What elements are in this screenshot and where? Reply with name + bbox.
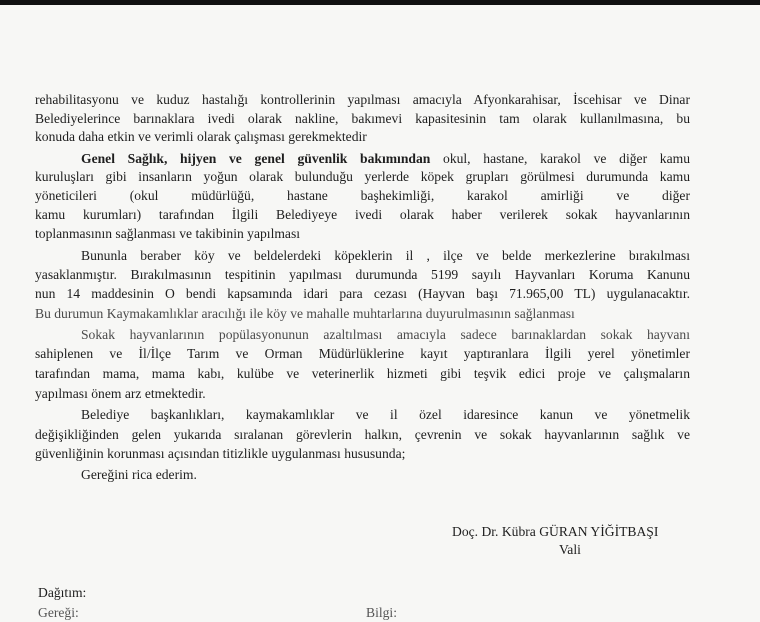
paragraph-1-line-3: konuda daha etkin ve verimli olarak çalışması gerekmektedir [35,129,367,144]
paragraph-2-line-3: yöneticileri (okul müdürlüğü, hastane başhekimliği, karakol amirliği ve diğer [35,188,690,203]
paragraph-3-line-1: Bununla beraber köy ve beldelerdeki köpeklerin il , ilçe ve belde merkezlerine bırakılması [81,248,690,263]
paragraph-2-line-2: kuruluşları gibi insanların yoğun olarak bulunduğu yerlerde köpek grupları görülmesi durumunda kamu [35,169,690,184]
paragraph-5-line-1: Belediye başkanlıkları, kaymakamlıklar ve il özel idaresince kanun ve yönetmelik [81,407,690,422]
paragraph-1-line-1: rehabilitasyonu ve kuduz hastalığı kontrollerinin yapılması amacıyla Afyonkarahisar, İscehisar ve Dinar [35,92,690,107]
distribution-cut-right: Bilgi: [366,605,397,620]
signature-title: Vali [559,542,581,557]
paragraph-2-line-4: kamu kurumları) tarafından İlgili Belediyeye ivedi olarak haber verilerek sokak hayvanlarının [35,207,690,222]
paragraph-4-line-4: yapılması önem arz etmektedir. [35,386,206,401]
paragraph-2-line-1 [35,150,690,168]
signature-name: Doç. Dr. Kübra GÜRAN YİĞİTBAŞI [452,524,659,539]
paragraph-5-line-3: güvenliğinin korunması açısından titizlikle uygulanması hususunda; [35,446,406,461]
paragraph-4-line-3: tarafından mama, mama kabı, kulübe ve veterinerlik hizmeti gibi teşvik edici proje ve çalışmaların [35,366,690,381]
closing-line: Gereğini rica ederim. [81,467,197,482]
paragraph-3-line-3: nun 14 maddesinin O bendi kapsamında idari para cezası (Hayvan başı 71.965,00 TL) uygulanacaktır. [35,286,690,301]
distribution-cut-left: Gereği: [38,605,79,620]
paragraph-2-first-rest: okul, hastane, karakol ve diğer kamu [430,151,690,166]
paragraph-2-line-5: toplanmasının sağlanması ve takibinin yapılması [35,226,301,241]
paragraph-4-line-1: Sokak hayvanlarının popülasyonunun azaltılması amacıyla sadece barınaklardan sokak hayvanı [81,327,690,342]
paragraph-4-line-2: sahiplenen ve İl/İlçe Tarım ve Orman Müdürlüklerine kayıt yaptıranlara İlgili yerel yönetimler [35,346,690,361]
paragraph-3-line-4: Bu durumun Kaymakamlıklar aracılığı ile köy ve mahalle muhtarlarına duyurulmasının sağlanması [35,306,575,321]
distribution-label: Dağıtım: [38,585,87,600]
paragraph-2-bold-lead: Genel Sağlık, hijyen ve genel güvenlik bakımından [81,151,431,166]
paragraph-5-line-2: değişikliğinden gelen yukarıda sıralanan görevlerin halkın, çevrenin ve sokak hayvanlarının sağlık ve [35,427,690,442]
paragraph-3-line-2: yasaklanmıştır. Bırakılmasının tespitinin yapılması durumunda 5199 sayılı Hayvanları Koruma Kanunu [35,267,690,282]
paragraph-1-line-2: Belediyelerince barınaklara ivedi olarak nakline, bakımevi kapasitesinin tam olarak kullanılmasına, bu [35,111,690,126]
